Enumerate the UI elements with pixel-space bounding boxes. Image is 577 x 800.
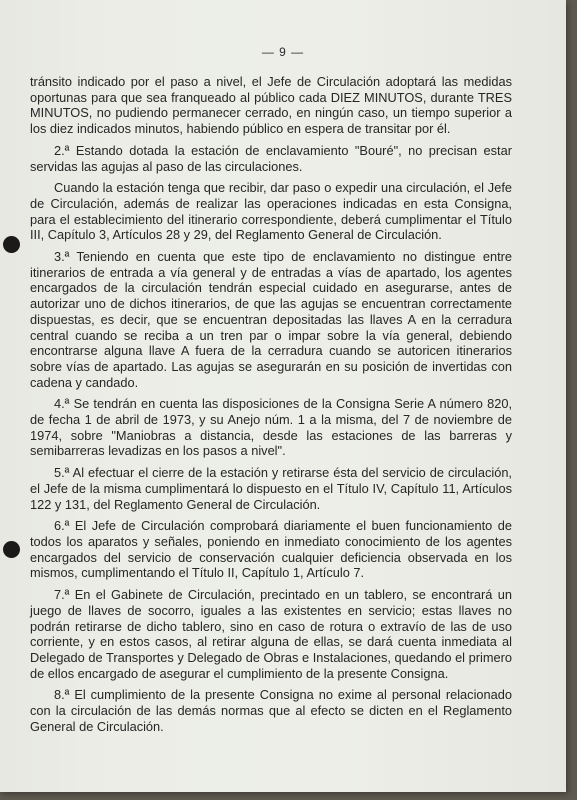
paragraph-6: 6.ª El Jefe de Circulación comprobará diariamente el buen funcionamiento de todos los aparatos y señales, poniendo en inmediato conocimiento de los agentes encargados del servicio de conservación cualquier deficiencia observada en los mismos, cumplimentando el Título II, Capítulo 1, Artículo 7. xyxy=(30,518,512,581)
paragraph-8: 8.ª El cumplimiento de la presente Consigna no exime al personal relacionado con la circulación de las demás normas que al efecto se dicten en el Reglamento General de Circulación. xyxy=(30,687,512,734)
punch-hole xyxy=(3,236,20,253)
paragraph-2: 2.ª Estando dotada la estación de enclavamiento "Bouré", no precisan estar servidas las agujas al paso de las circulaciones. xyxy=(30,142,512,174)
page-number: — 9 — xyxy=(261,45,305,59)
body-text xyxy=(30,74,512,740)
paragraph-5: 5.ª Al efectuar el cierre de la estación y retirarse ésta del servicio de circulación, el Jefe de la misma cumplimentará lo dispuesto en el Título IV, Capítulo 11, Artículos 122 y 131, del Reglamento General de Circulación. xyxy=(30,465,512,512)
punch-hole xyxy=(3,541,20,558)
paragraph-3: 3.ª Teniendo en cuenta que este tipo de enclavamiento no distingue entre itinerarios de entrada a vía general y de entradas a vías de apartado, los agentes encargados de la circulación tendrán especial cuidado en asegurarse, antes de autorizar uno de dichos itinerarios, de que las agujas se encuentran correctamente dispuestas, es decir, que se encuentran depositadas las llaves A en la cerradura central cuando se reciba a un tren par o impar sobre la vía general, debiendo encontrarse alguna llave A fuera de la cerradura cuando se autoricen itinerarios sobre vías de apartado. Las agujas se asegurarán en su posición de invertidas con cadena y candado. xyxy=(30,249,512,390)
paragraph-2-continued: Cuando la estación tenga que recibir, dar paso o expedir una circulación, el Jefe de Circulación, además de realizar las operaciones indicadas en esta Consigna, para el establecimiento del itinerario correspondiente, deberá cumplimentar el Título III, Capítulo 3, Artículos 28 y 29, del Reglamento General de Circulación. xyxy=(30,180,512,243)
paragraph-4: 4.ª Se tendrán en cuenta las disposiciones de la Consigna Serie A número 820, de fecha 1 de abril de 1973, y su Anejo núm. 1 a la misma, del 7 de noviembre de 1974, sobre "Maniobras a distancia, desde las estaciones de las barreras y semibarreras levadizas en los pasos a nivel". xyxy=(30,396,512,459)
paragraph-7: 7.ª En el Gabinete de Circulación, precintado en un tablero, se encontrará un juego de llaves de socorro, iguales a las existentes en servicio; estas llaves no podrán retirarse de dicho tablero, sino en caso de rotura o extravío de las de uso corriente, y en estos casos, al retirar alguna de ellas, se dará cuenta inmediata al Delegado de Transportes y Delegado de Obras e Instalaciones, quedando el primero de ellos encargado de asegurar el cumplimiento de la presente Consigna. xyxy=(30,587,512,681)
paragraph-continuation: tránsito indicado por el paso a nivel, el Jefe de Circulación adoptará las medidas oportunas para que sea franqueado al público cada DIEZ MINUTOS, durante TRES MINUTOS, no pudiendo permanecer cerrado, en ningún caso, un tiempo superior a los diez indicados minutos, habiendo público en espera de transitar por él. xyxy=(30,74,512,137)
